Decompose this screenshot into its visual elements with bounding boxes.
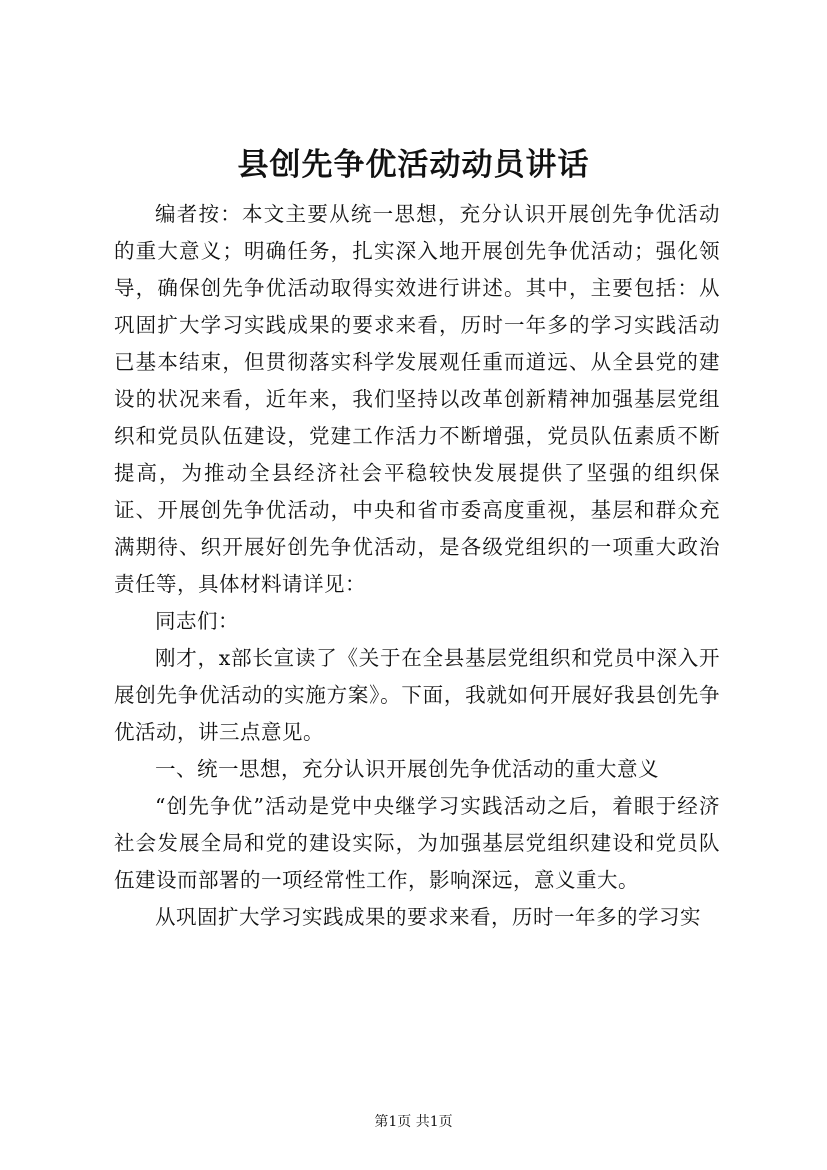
page-footer: 第1页 共1页 <box>374 1114 453 1130</box>
intro-paragraph: 刚才，x部长宣读了《关于在全县基层党组织和党员中深入开展创先争优活动的实施方案》。下面，我就如何开展好我县创先争优活动，讲三点意见。 <box>114 646 720 744</box>
salutation-paragraph: 同志们： <box>155 609 239 633</box>
document-title: 县创先争优活动动员讲话 <box>237 147 590 183</box>
editor-note-paragraph: 编者按：本文主要从统一思想，充分认识开展创先争优活动的重大意义；明确任务，扎实深入地开展创先争优活动；强化领导，确保创先争优活动取得实效进行讲述。其中，主要包括：从巩固扩大学习实践成果的要求来看，历时一年多的学习实践活动已基本结束，但贯彻落实科学发展观任重而道远、从全县党的建设的状况来看，近年来，我们坚持以改革创新精神加强基层党组织和党员队伍建设，党建工作活力不断增强，党员队伍素质不断提高，为推动全县经济社会平稳较快发展提供了坚强的组织保证、开展创先争优活动，中央和省市委高度重视，基层和群众充满期待、织开展好创先争优活动，是各级党组织的一项重大政治责任等，具体材料请详见： <box>114 202 720 596</box>
section-heading: 一、统一思想，充分认识开展创先争优活动的重大意义 <box>155 757 659 781</box>
document-body <box>114 196 720 936</box>
body-paragraph: 从巩固扩大学习实践成果的要求来看，历时一年多的学习实 <box>155 905 701 929</box>
body-paragraph: “创先争优”活动是党中央继学习实践活动之后，着眼于经济社会发展全局和党的建设实际，为加强基层党组织建设和党员队伍建设而部署的一项经常性工作，影响深远，意义重大。 <box>114 794 720 892</box>
